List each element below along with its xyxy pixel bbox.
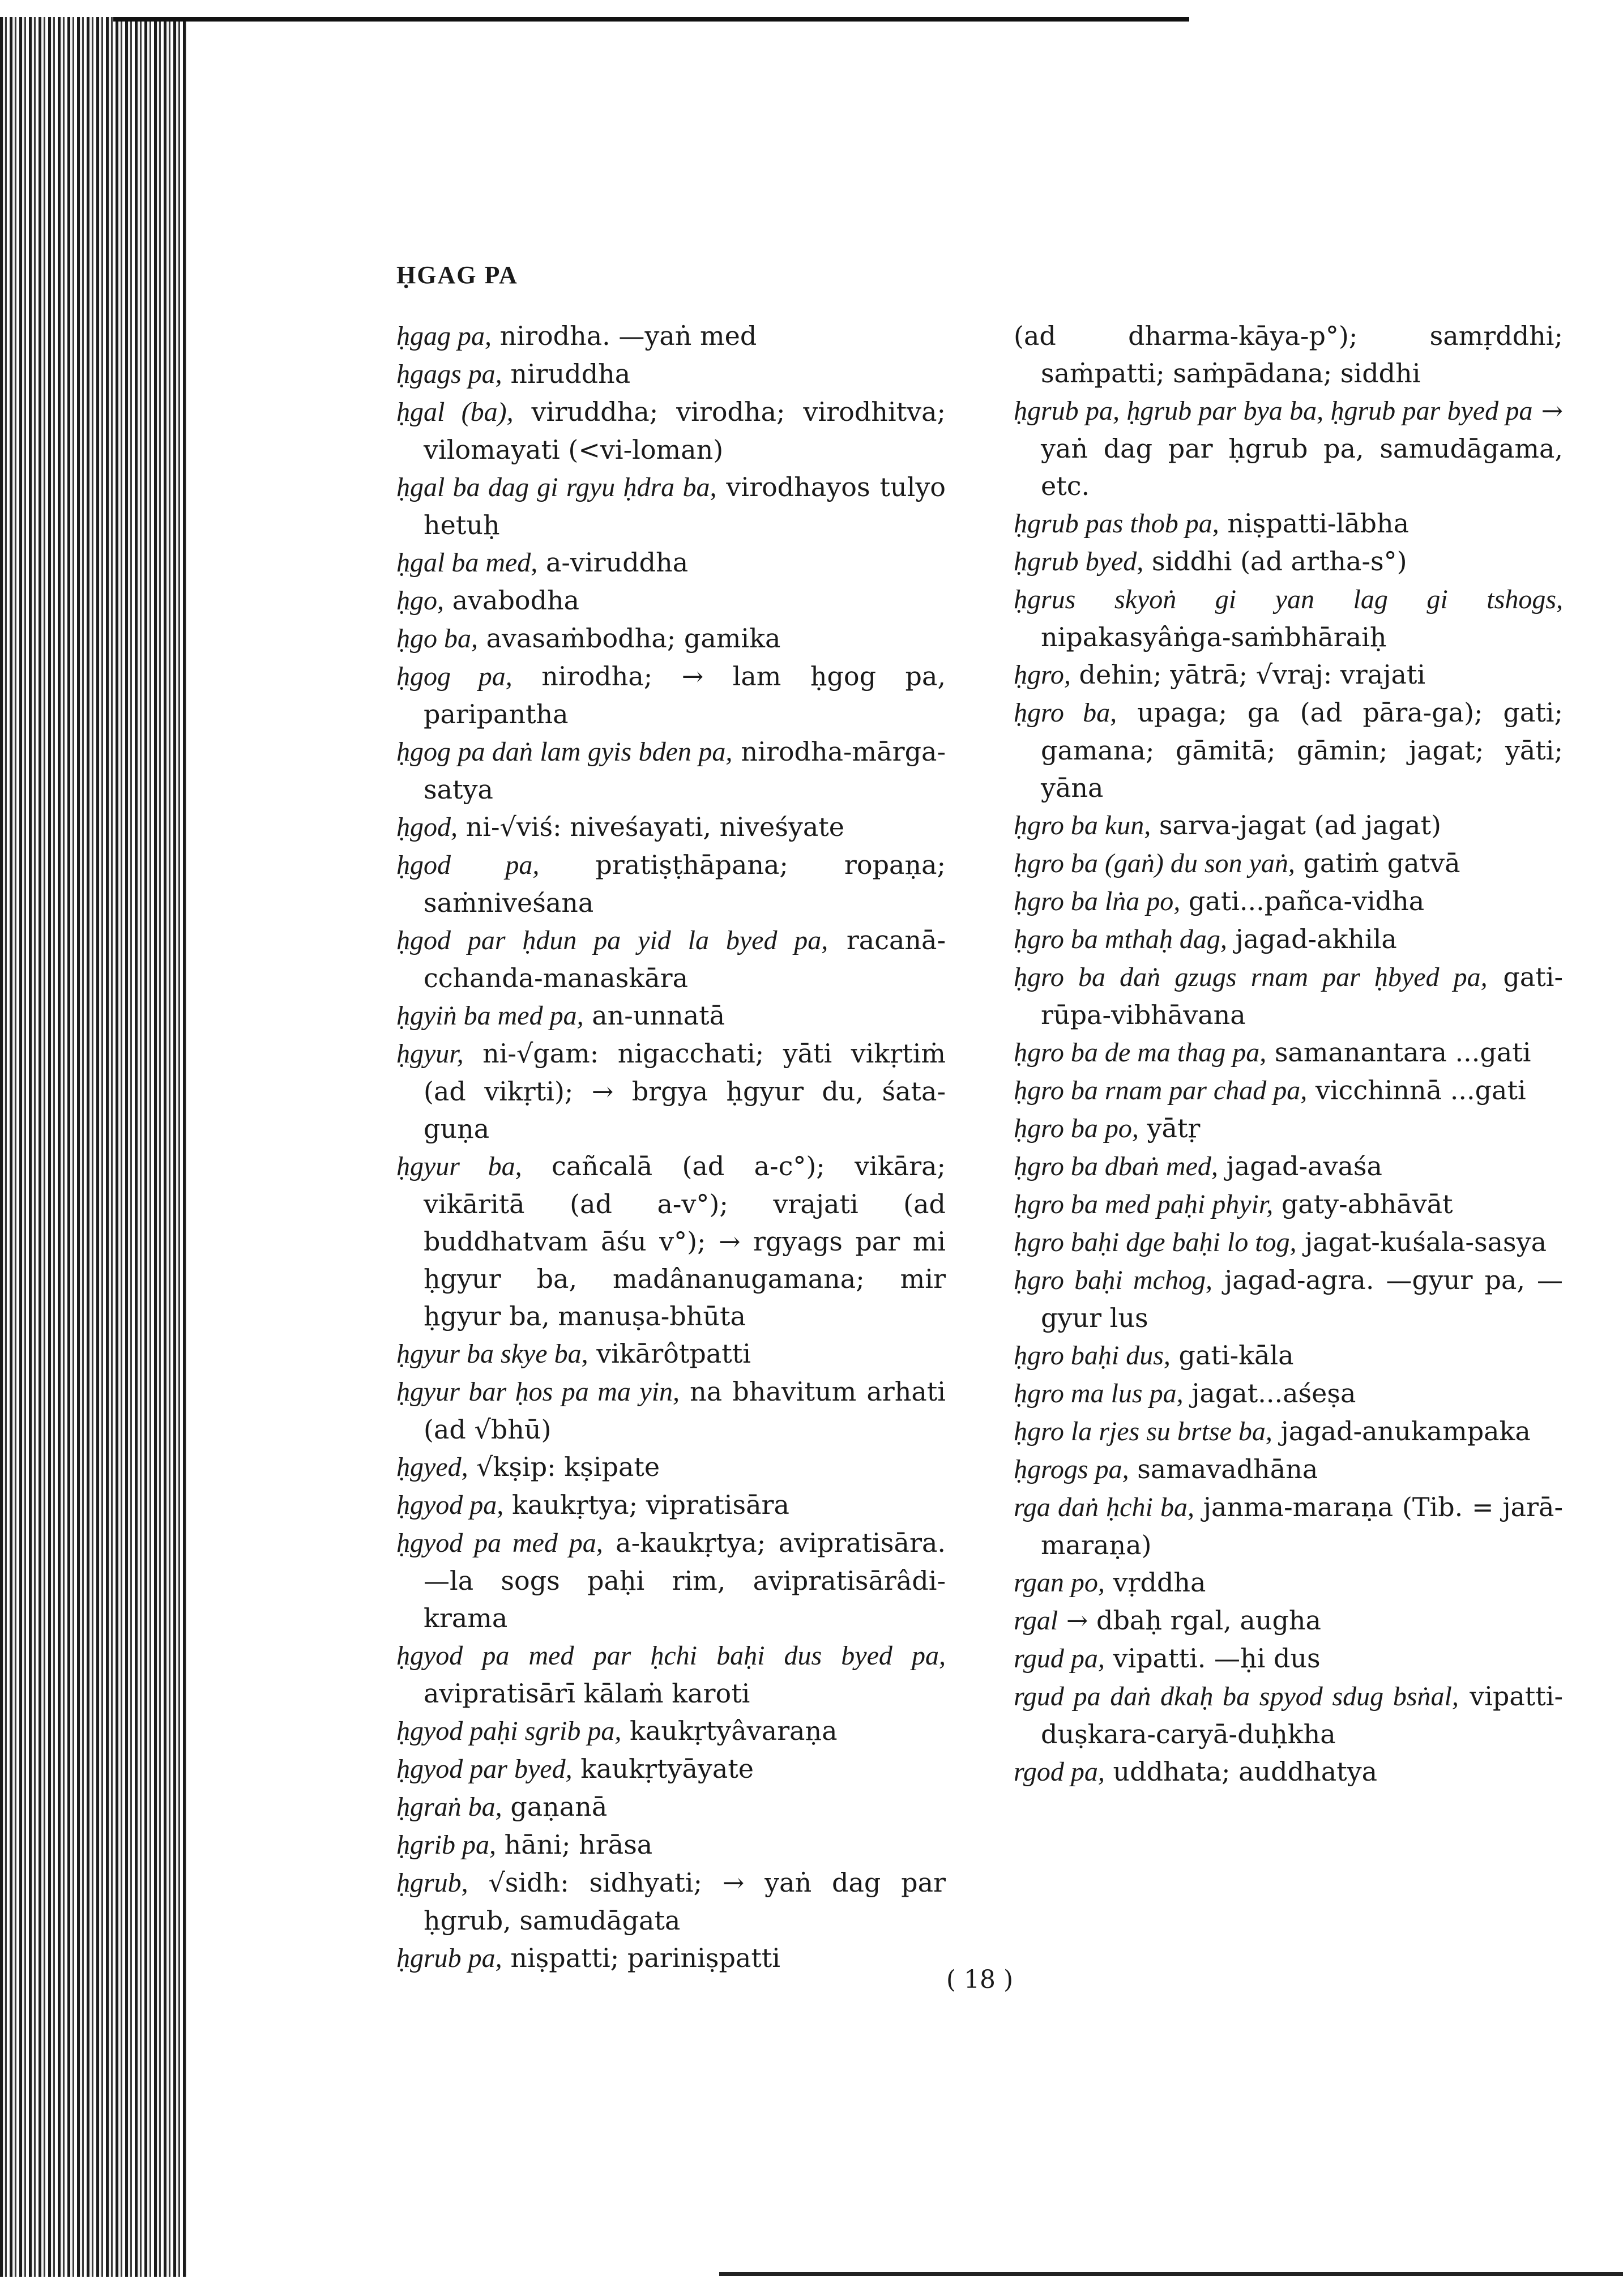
left-column <box>396 317 946 1977</box>
dictionary-entry <box>1014 317 1563 392</box>
dictionary-entry <box>396 1826 946 1864</box>
entry-definition: siddhi (ad artha-s°) <box>1151 546 1407 577</box>
dictionary-entry <box>396 1486 946 1524</box>
entry-term: ḥgro ba daṅ gzugs rnam par ḥbyed pa, <box>1014 962 1488 992</box>
entry-definition: kaukṛtya; vipratisāra <box>511 1490 789 1520</box>
dictionary-entry <box>1014 1223 1563 1261</box>
entry-definition: jagad-avaśa <box>1226 1151 1382 1181</box>
entry-definition: a-kaukṛtya; avipratisāra. —la sogs paḥi rim, avipratisārâdi-krama <box>424 1527 946 1633</box>
dictionary-entry <box>396 1147 946 1335</box>
entry-definition: √kṣip: kṣipate <box>476 1452 660 1482</box>
dictionary-entry <box>1014 920 1563 958</box>
entry-definition: niṣpatti-lābha <box>1227 508 1410 539</box>
entry-definition: ni-√gam: nigacchati; yāti vikṛtiṁ (ad vikṛti); → brgya ḥgyur du, śata-guṇa <box>424 1038 946 1144</box>
dictionary-entry <box>396 468 946 544</box>
entry-term: ḥgro ba de ma thag pa, <box>1014 1038 1267 1068</box>
entry-term: ḥgyed, <box>396 1452 468 1482</box>
entry-definition: nipakasyâṅga-saṁbhāraiḥ <box>1041 622 1387 652</box>
entry-definition: vicchinnā ...gati <box>1315 1075 1526 1106</box>
entry-term: ḥgro ba rnam par chad pa, <box>1014 1076 1308 1106</box>
running-head: ḤGAG PA <box>396 261 518 289</box>
entry-definition: dehin; yātrā; √vraj: vrajati <box>1079 659 1426 690</box>
entry-term: ḥgyiṅ ba med pa, <box>396 1001 584 1031</box>
entry-definition: avipratisārī kālaṁ karoti <box>424 1678 750 1709</box>
entry-term: rgal <box>1014 1606 1058 1636</box>
entry-term: ḥgod, <box>396 812 458 842</box>
entry-term: rga daṅ ḥchi ba, <box>1014 1492 1194 1522</box>
entry-term: ḥgrub byed, <box>1014 547 1144 577</box>
entry-term: ḥgro ba med paḥi phyir, <box>1014 1189 1274 1219</box>
dictionary-entry <box>396 317 946 355</box>
entry-term: ḥgal ba med, <box>396 548 538 578</box>
dictionary-entry <box>1014 694 1563 806</box>
entry-term: ḥgo, <box>396 586 444 616</box>
dictionary-entry <box>1014 505 1563 543</box>
entry-definition: vṛddha <box>1113 1567 1206 1598</box>
entry-term: ḥgyur, <box>396 1039 464 1069</box>
entry-definition: hāni; hrāsa <box>504 1829 653 1860</box>
entry-definition: an-unnatā <box>592 1000 725 1031</box>
entry-term: ḥgro baḥi mchog, <box>1014 1265 1212 1295</box>
entry-definition: sarva-jagat (ad jagat) <box>1159 810 1441 840</box>
entry-definition: kaukṛtyâvaraṇa <box>629 1715 838 1746</box>
entry-term: rgud pa daṅ dkaḥ ba spyod sdug bsṅal, <box>1014 1682 1459 1712</box>
entry-term: ḥgro ba, <box>1014 698 1117 728</box>
dictionary-page <box>396 249 1563 2033</box>
entry-term: ḥgod pa, <box>396 850 540 880</box>
entry-term: ḥgro baḥi dge baḥi lo tog, <box>1014 1227 1297 1257</box>
entry-definition: pratiṣṭhāpana; ropaṇa; saṁniveśana <box>424 850 946 918</box>
entry-definition: avasaṁbodha; gamika <box>486 623 781 654</box>
dictionary-entry <box>396 582 946 620</box>
entry-definition: a-viruddha <box>545 547 689 578</box>
entry-term: ḥgyod pa med pa, <box>396 1528 603 1558</box>
entry-definition: na bhavitum arhati (ad √bhū) <box>424 1376 946 1445</box>
dictionary-entry <box>396 808 946 846</box>
dictionary-entry <box>1014 958 1563 1034</box>
dictionary-entry <box>396 733 946 808</box>
entry-term: ḥgrub pa, <box>396 1943 502 1973</box>
scan-top-edge <box>113 17 1189 22</box>
page-number: ( 18 ) <box>946 1965 1014 1994</box>
dictionary-entry <box>1014 1261 1563 1337</box>
entry-definition: gaṇanā <box>510 1791 608 1822</box>
dictionary-entry <box>1014 1564 1563 1602</box>
dictionary-entry <box>396 1864 946 1939</box>
dictionary-entry <box>1014 1375 1563 1412</box>
entry-term: ḥgyod paḥi sgrib pa, <box>396 1716 622 1746</box>
entry-definition: kaukṛtyāyate <box>580 1753 754 1784</box>
entry-term: ḥgro ma lus pa, <box>1014 1379 1184 1409</box>
entry-term: ḥgro la rjes su brtse ba, <box>1014 1416 1272 1446</box>
entry-term: ḥgyur ba skye ba, <box>396 1339 588 1369</box>
dictionary-entry <box>396 1637 946 1712</box>
entry-term: ḥgal (ba), <box>396 397 514 427</box>
dictionary-entry <box>1014 806 1563 844</box>
dictionary-entry <box>1014 392 1563 505</box>
dictionary-entry <box>396 1788 946 1826</box>
entry-definition: ni-√viś: niveśayati, niveśyate <box>465 812 844 842</box>
entry-definition: jagad-agra. —gyur pa, —gyur lus <box>1041 1265 1563 1333</box>
entry-term: ḥgro ba po, <box>1014 1113 1139 1143</box>
entry-definition: gatiṁ gatvā <box>1303 848 1460 878</box>
entry-definition: jagat...aśeṣa <box>1191 1378 1356 1409</box>
entry-term: ḥgrogs pa, <box>1014 1454 1129 1484</box>
entry-term: ḥgro baḥi dus, <box>1014 1341 1171 1371</box>
entry-term: rgan po, <box>1014 1568 1105 1598</box>
right-column <box>1014 317 1563 1791</box>
dictionary-entry <box>396 1712 946 1750</box>
dictionary-entry <box>396 1524 946 1637</box>
entry-term: ḥgrub pa, ḥgrub par bya ba, ḥgrub par byed pa <box>1014 396 1533 426</box>
entry-term: ḥgro ba mthaḥ dag, <box>1014 924 1227 954</box>
entry-term: ḥgag pa, <box>396 321 492 351</box>
entry-definition: avabodha <box>452 585 580 616</box>
entry-definition: samanantara ...gati <box>1274 1037 1531 1068</box>
entry-term: ḥgrub pas thob pa, <box>1014 509 1219 539</box>
entry-definition: gati-rūpa-vibhāvana <box>1041 962 1564 1030</box>
entry-term: ḥgrub, <box>396 1868 468 1898</box>
dictionary-entry <box>1014 1337 1563 1375</box>
entry-term: ḥgyur bar ḥos pa ma yin, <box>396 1377 680 1407</box>
entry-definition: upaga; ga (ad pāra-ga); gati; gamana; gāmitā; gāmin; jagat; yāti; yāna <box>1041 697 1563 803</box>
entry-definition: vipatti. —ḥi dus <box>1113 1643 1321 1674</box>
dictionary-entry <box>1014 1678 1563 1753</box>
entry-term: ḥgags pa, <box>396 359 502 389</box>
entry-definition: √sidh: sidhyati; → yaṅ dag par ḥgrub, samudāgata <box>424 1867 946 1936</box>
dictionary-entry <box>1014 1640 1563 1678</box>
dictionary-entry <box>1014 844 1563 882</box>
entry-term: rgod pa, <box>1014 1757 1105 1787</box>
entry-definition: viruddha; virodha; virodhitva; vilomayati (<vi-loman) <box>424 396 946 465</box>
entry-term: rgud pa, <box>1014 1644 1105 1674</box>
entry-definition: jagad-akhila <box>1235 924 1397 954</box>
entry-definition: nirodha. —yaṅ med <box>499 321 757 351</box>
entry-definition: gaty-abhāvāt <box>1281 1189 1453 1219</box>
entry-definition: (ad dharma-kāya-p°); samṛddhi; saṁpatti; saṁpādana; siddhi <box>1014 321 1563 389</box>
entry-definition: cañcalā (ad a-c°); vikāra; vikāritā (ad a-v°); vrajati (ad buddhatvam āśu v°); → rgyags par mi ḥgyur ba, madânanugamana; mir ḥgyur ba, manuṣa-bhūta <box>424 1151 946 1331</box>
entry-term: ḥgod par ḥdun pa yid la byed pa, <box>396 925 828 955</box>
dictionary-entry <box>396 921 946 997</box>
entry-term: ḥgyod par byed, <box>396 1754 573 1784</box>
entry-term: ḥgrib pa, <box>396 1830 497 1860</box>
entry-term: ḥgro ba (gaṅ) du son yaṅ, <box>1014 848 1295 878</box>
entry-definition: virodhayos tulyo hetuḥ <box>424 472 946 540</box>
dictionary-entry <box>1014 1185 1563 1223</box>
entry-definition: jagad-anukampaka <box>1280 1416 1531 1446</box>
dictionary-entry <box>1014 1072 1563 1109</box>
entry-term: ḥgrus skyoṅ gi yan lag gi tshogs, <box>1014 584 1563 614</box>
dictionary-entry <box>1014 1450 1563 1488</box>
entry-term: ḥgyod pa med par ḥchi baḥi dus byed pa, <box>396 1641 946 1671</box>
entry-term: ḥgro ba dbaṅ med, <box>1014 1151 1218 1181</box>
entry-term: ḥgyod pa, <box>396 1490 504 1520</box>
dictionary-entry <box>1014 1602 1563 1640</box>
scan-bottom-edge <box>719 2272 1623 2276</box>
dictionary-entry <box>396 658 946 733</box>
dictionary-entry <box>396 544 946 582</box>
dictionary-entry <box>396 355 946 393</box>
dictionary-entry <box>396 1448 946 1486</box>
entry-definition: niruddha <box>510 359 631 389</box>
entry-definition: samavadhāna <box>1137 1454 1318 1484</box>
entry-definition: yātṛ <box>1147 1113 1201 1143</box>
dictionary-entry <box>1014 1753 1563 1791</box>
entry-term: ḥgo ba, <box>396 624 478 654</box>
dictionary-entry <box>1014 1147 1563 1185</box>
dictionary-entry <box>396 1035 946 1147</box>
entry-term: ḥgro ba kun, <box>1014 810 1151 840</box>
dictionary-entry <box>396 620 946 658</box>
entry-term: ḥgog pa, <box>396 662 512 692</box>
dictionary-entry <box>1014 1109 1563 1147</box>
dictionary-entry <box>396 997 946 1035</box>
dictionary-entry <box>396 1335 946 1373</box>
entry-term: ḥgraṅ ba, <box>396 1792 502 1822</box>
entry-definition: gati-kāla <box>1178 1340 1294 1371</box>
entry-definition: uddhata; auddhatya <box>1113 1756 1378 1787</box>
entry-term: ḥgro ba lṅa po, <box>1014 886 1181 916</box>
entry-definition: vipatti-duṣkara-caryā-duḥkha <box>1041 1681 1563 1749</box>
entry-definition: → dbaḥ rgal, augha <box>1066 1605 1321 1636</box>
dictionary-entry <box>1014 1488 1563 1564</box>
dictionary-entry <box>1014 656 1563 694</box>
entry-term: ḥgro, <box>1014 660 1071 690</box>
dictionary-entry <box>396 1373 946 1448</box>
entry-definition: nirodha; → lam ḥgog pa, paripantha <box>424 661 946 729</box>
entry-definition: nirodha-mārga-satya <box>424 736 946 805</box>
entry-definition: vikārôtpatti <box>596 1338 751 1369</box>
dictionary-entry <box>1014 1034 1563 1072</box>
entry-definition: niṣpatti; pariniṣpatti <box>510 1943 781 1973</box>
entry-definition: racanā-cchanda-manaskāra <box>424 925 946 993</box>
dictionary-entry <box>1014 581 1563 656</box>
dictionary-entry <box>1014 543 1563 581</box>
dictionary-entry <box>396 393 946 468</box>
dictionary-entry <box>396 846 946 921</box>
entry-term: ḥgal ba dag gi rgyu ḥdra ba, <box>396 472 717 502</box>
entry-definition: janma-maraṇa (Tib. = jarā-maraṇa) <box>1041 1492 1563 1560</box>
entry-definition: jagat-kuśala-sasya <box>1305 1227 1547 1257</box>
entry-term: ḥgyur ba, <box>396 1151 522 1181</box>
book-spine <box>0 17 187 2277</box>
entry-definition: gati...pañca-vidha <box>1188 886 1425 916</box>
entry-definition: → yaṅ dag par ḥgrub pa, samudāgama, etc. <box>1041 395 1564 501</box>
dictionary-entry <box>1014 882 1563 920</box>
dictionary-entry <box>1014 1412 1563 1450</box>
entry-term: ḥgog pa daṅ lam gyis bden pa, <box>396 737 733 767</box>
dictionary-entry <box>396 1750 946 1788</box>
